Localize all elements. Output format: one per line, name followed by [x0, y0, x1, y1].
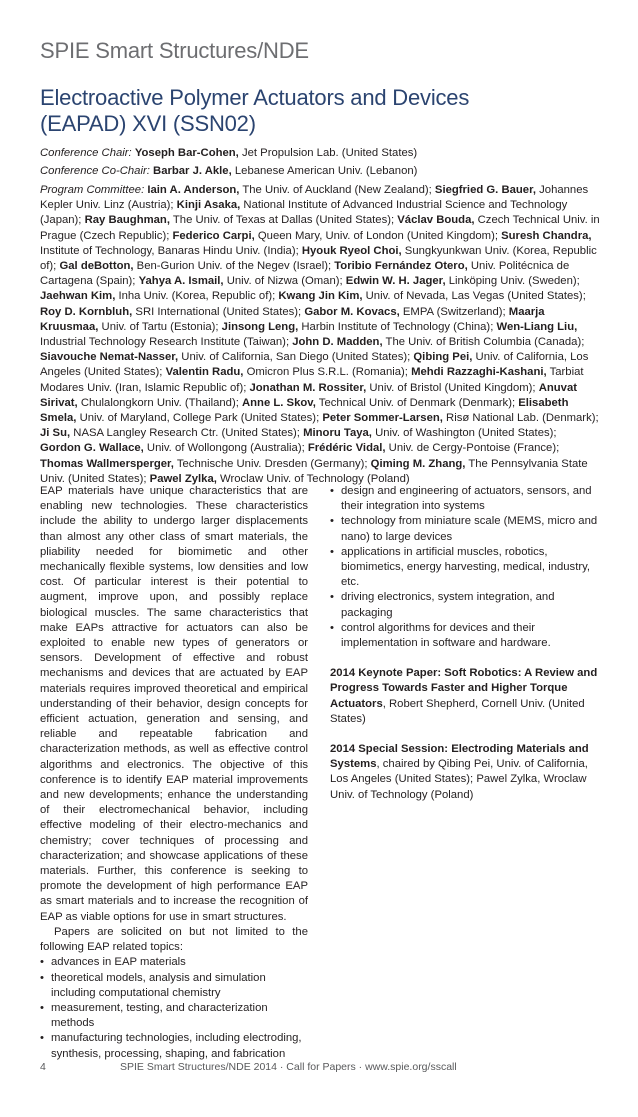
topic-item: • applications in artificial muscles, robotics, biomimetics, energy harvesting, medical, industry, etc.: [330, 545, 600, 591]
committee-member-name: Maarja Kruusmaa,: [40, 305, 545, 333]
committee-member-affiliation: The Univ. of British Columbia (Canada);: [382, 336, 585, 349]
committee-member-affiliation: Univ. of Nizwa (Oman);: [223, 275, 346, 288]
footer-text: SPIE Smart Structures/NDE 2014 · Call for Papers · www.spie.org/sscall: [120, 1061, 457, 1073]
committee-member-name: Siegfried G. Bauer,: [434, 184, 536, 196]
committee-member-name: Qibing Pei,: [413, 351, 473, 364]
topics-list-right: [330, 484, 600, 651]
special-session: [330, 742, 600, 803]
committee-member-affiliation: Univ. of Washington (United States);: [371, 427, 557, 440]
committee-member-name: Peter Sommer-Larsen,: [322, 412, 443, 425]
committee-member-name: Pawel Zylka,: [149, 472, 217, 485]
committee-member-affiliation: Univ. de Cergy-Pontoise (France);: [385, 442, 560, 455]
keynote-title: 2014 Keynote Paper: Soft Robotics: A Review and Progress Towards Faster and Higher Torque Actuators: [330, 667, 598, 710]
conference-chair: [40, 146, 600, 161]
committee-member-name: Roy D. Kornbluh,: [40, 305, 133, 318]
committee-member-affiliation: Tarbiat Modares Univ. (Iran, Islamic Republic of);: [40, 366, 584, 394]
chair-label: Conference Chair:: [40, 147, 132, 159]
committee-member-name: Suresh Chandra,: [501, 229, 592, 242]
page-number: 4: [40, 1061, 46, 1073]
committee-member-name: Yahya A. Ismail,: [138, 275, 224, 288]
committee-member-name: Jinsong Leng,: [221, 320, 299, 333]
right-column: [330, 484, 600, 803]
committee-member-affiliation: Univ. of Nevada, Las Vegas (United States);: [362, 290, 586, 303]
topic-item: • advances in EAP materials: [40, 955, 308, 970]
committee-member-name: Kwang Jin Kim,: [278, 290, 363, 303]
committee-member-affiliation: Ben-Gurion Univ. of the Negev (Israel);: [133, 260, 335, 273]
committee-member-name: Václav Bouda,: [397, 214, 475, 227]
committee-member-name: Qiming M. Zhang,: [370, 457, 466, 470]
committee-member-name: Hyouk Ryeol Choi,: [301, 244, 402, 257]
committee-member-affiliation: Chulalongkorn Univ. (Thailand);: [77, 396, 242, 409]
topic-item: • control algorithms for devices and their implementation in software and hardware.: [330, 621, 600, 651]
committee-member-affiliation: National Institute of Advanced Industrial Science and Technology (Japan);: [40, 199, 568, 227]
committee-member-affiliation: NASA Langley Research Ctr. (United States);: [70, 427, 304, 440]
committee-member-name: Gabor M. Kovacs,: [304, 305, 400, 318]
committee-member-affiliation: Industrial Technology Research Institute (Taiwan);: [40, 336, 293, 349]
chair-affiliation: Jet Propulsion Lab. (United States): [238, 147, 418, 159]
committee-member-affiliation: Univ. of California, Los Angeles (United States);: [40, 351, 589, 379]
topics-list-left: [40, 955, 308, 1061]
committee-member-name: Frédéric Vidal,: [307, 442, 386, 455]
committee-member-affiliation: Harbin Institute of Technology (China);: [298, 320, 497, 333]
title-line-2: (EAPAD) XVI (SSN02): [40, 111, 256, 136]
committee-member-affiliation: EMPA (Switzerland);: [399, 305, 509, 318]
call-for-papers-paragraph: Papers are solicited on but not limited to the following EAP related topics:: [40, 925, 308, 954]
committee-member-affiliation: Linköping Univ. (Sweden);: [445, 275, 580, 288]
committee-member-affiliation: Inha Univ. (Korea, Republic of);: [115, 290, 279, 303]
committee-member-name: Anuvat Sirivat,: [40, 381, 577, 409]
topic-item: • manufacturing technologies, including electroding, synthesis, processing, shaping, and fabrication: [40, 1031, 308, 1061]
committee-member-name: Toribio Fernández Otero,: [334, 260, 468, 273]
committee-member-affiliation: Technische Univ. Dresden (Germany);: [173, 457, 371, 470]
committee-member-affiliation: Univ. of Maryland, College Park (United States);: [76, 412, 323, 425]
topic-item: • driving electronics, system integration, and packaging: [330, 590, 600, 620]
committee-member-affiliation: The Pennsylvania State Univ. (United States);: [40, 457, 588, 485]
topic-item: • theoretical models, analysis and simulation including computational chemistry: [40, 971, 308, 1001]
special-session-details: , chaired by Qibing Pei, Univ. of California, Los Angeles (United States); Pawel Zylka, Wroclaw Univ. of Technology (Poland): [330, 758, 588, 801]
committee-member-affiliation: The Univ. of Texas at Dallas (United States);: [169, 214, 398, 227]
committee-label: Program Committee:: [40, 184, 145, 196]
topic-item: • measurement, testing, and characterization methods: [40, 1001, 308, 1031]
committee-member-name: Jaehwan Kim,: [40, 290, 116, 303]
committee-member-affiliation: Czech Technical Univ. in Prague (Czech Republic);: [40, 214, 600, 242]
keynote-details: , Robert Shepherd, Cornell Univ. (United States): [330, 697, 585, 725]
committee-member-affiliation: The Univ. of Auckland (New Zealand);: [239, 184, 435, 196]
committee-member-name: Anne L. Skov,: [242, 396, 316, 409]
committee-member-name: Ji Su,: [40, 427, 71, 440]
committee-member-name: Iain A. Anderson,: [147, 184, 240, 196]
committee-member-affiliation: Wroclaw Univ. of Technology (Poland): [216, 472, 410, 485]
committee-member-affiliation: Univ. of Bristol (United Kingdom);: [366, 381, 539, 394]
chair-name: Yoseph Bar-Cohen,: [134, 147, 239, 159]
committee-member-name: Edwin W. H. Jager,: [345, 275, 446, 288]
committee-member-affiliation: Sungkyunkwan Univ. (Korea, Republic of);: [40, 244, 597, 273]
committee-member-name: Wen-Liang Liu,: [496, 320, 578, 333]
committee-member-affiliation: Risø National Lab. (Denmark);: [442, 412, 599, 425]
committee-member-affiliation: Queen Mary, Univ. of London (United Kingdom);: [254, 229, 502, 242]
committee-member-name: Mehdi Razzaghi-Kashani,: [411, 366, 547, 379]
committee-member-name: Gal deBotton,: [59, 260, 134, 273]
topic-item: • design and engineering of actuators, sensors, and their integration into systems: [330, 484, 600, 514]
keynote-paper: [330, 666, 600, 727]
committee-member-affiliation: Univ. of Wollongong (Australia);: [143, 442, 308, 455]
section-header: SPIE Smart Structures/NDE: [40, 38, 309, 63]
cochair-label: Conference Co-Chair:: [40, 165, 150, 177]
cochair-affiliation: Lebanese American Univ. (Lebanon): [231, 165, 418, 177]
committee-member-name: Elisabeth Smela,: [40, 396, 569, 425]
committee-member-affiliation: Institute of Technology, Banaras Hindu Univ. (India);: [40, 244, 302, 257]
committee-member-affiliation: SRI International (United States);: [132, 305, 305, 318]
committee-member-affiliation: Johannes Kepler Univ. Linz (Austria);: [40, 184, 589, 212]
cochair-name: Barbar J. Akle,: [153, 165, 232, 177]
topic-item: • technology from miniature scale (MEMS, micro and nano) to large devices: [330, 514, 600, 544]
title-line-1: Electroactive Polymer Actuators and Devices: [40, 85, 470, 110]
committee-member-name: Ray Baughman,: [84, 214, 170, 227]
committee-member-affiliation: Univ. of Tartu (Estonia);: [98, 320, 222, 333]
special-session-title: 2014 Special Session: Electroding Materials and Systems: [330, 743, 589, 771]
committee-member-name: Jonathan M. Rossiter,: [249, 381, 367, 394]
left-column: [40, 484, 308, 1062]
committee-member-name: John D. Madden,: [292, 336, 383, 349]
committee-member-affiliation: Omicron Plus S.R.L. (Romania);: [243, 366, 412, 379]
committee-member-name: Kinji Asaka,: [176, 199, 241, 212]
conference-cochair: [40, 164, 600, 179]
conference-title: [40, 85, 600, 137]
program-committee: [40, 183, 600, 487]
committee-member-affiliation: Technical Univ. of Denmark (Denmark);: [315, 396, 519, 409]
committee-member-name: Valentin Radu,: [165, 366, 244, 379]
committee-member-name: Minoru Taya,: [303, 427, 372, 440]
committee-member-affiliation: Univ. of California, San Diego (United States);: [178, 351, 414, 364]
committee-member-affiliation: Univ. Politécnica de Cartagena (Spain);: [40, 260, 570, 288]
description-paragraph: EAP materials have unique characteristics that are enabling new technologies. These characteristics include the ability to undergo larger displacements than almost any other class of smart materials, the pliability needed for biomimetic and other mechanically flexible systems, low densities and low cost. Of particular interest is their potential to augment, improve upon, and possibly replace biological muscles. The same characteristics that make EAPs attractive for actuators can also be exploited to enable new types of generators or sensors. Development of effective and robust mechanisms and devices that are actuated by EAP materials requires improved theoretical and empirical understanding of their behavior, design concepts for efficient actuation, generation and sensing, and reliable and repeatable fabrication and characterization methods, as well as effective control algorithms and electronics. The objective of this conference is to identify EAP material improvements and new developments; enhance the understanding of their electromechanical behavior, including effective modeling of their electro-mechanics and chemistry; cover techniques of processing and characterization; and showcase applications of these materials. Further, this conference is seeking to promote the development of high performance EAP as smart materials and to increase the recognition of EAP as viable options for use in smart structures.: [40, 485, 308, 923]
committee-member-name: Siavouche Nemat-Nasser,: [40, 351, 179, 364]
committee-member-name: Gordon G. Wallace,: [40, 442, 144, 455]
committee-member-name: Thomas Wallmersperger,: [40, 457, 174, 470]
committee-member-name: Federico Carpi,: [172, 229, 255, 242]
